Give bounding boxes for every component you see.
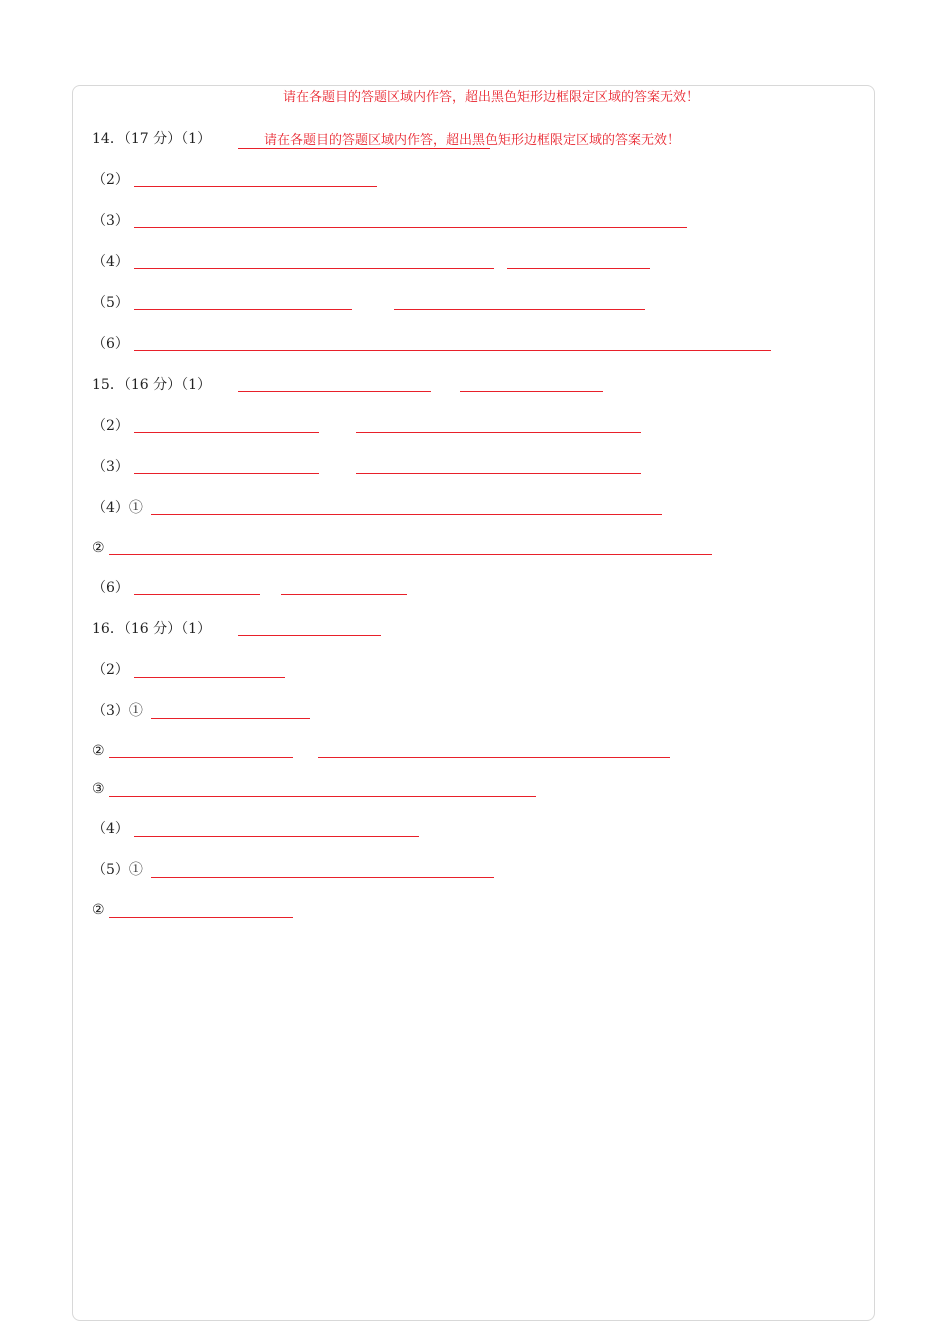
q14-part5-label: （5）: [92, 295, 129, 311]
q16-part3-2-label: ②: [92, 743, 105, 759]
q15-part4-2-label: ②: [92, 540, 105, 556]
q14-5b-answer-line[interactable]: [394, 309, 645, 310]
q16-1-answer-line[interactable]: [238, 635, 381, 636]
q15-2b-answer-line[interactable]: [356, 432, 641, 433]
q16-part4-label: （4）: [92, 821, 129, 837]
q14-part6-label: （6）: [92, 336, 129, 352]
q16-part3-label: （3）①: [92, 703, 143, 719]
q14-5a-answer-line[interactable]: [134, 309, 352, 310]
q15-4-1-answer-line[interactable]: [151, 514, 662, 515]
q16-3-1-answer-line[interactable]: [151, 718, 310, 719]
q16-part3-3-label: ③: [92, 781, 105, 797]
q16-heading: 16．（16 分）（1）: [92, 621, 211, 637]
q14-part3-label: （3）: [92, 213, 129, 229]
q15-heading: 15．（16 分）（1）: [92, 377, 211, 393]
q16-2-answer-line[interactable]: [134, 677, 285, 678]
q16-4-answer-line[interactable]: [134, 836, 419, 837]
q14-heading: 14．（17 分）（1）: [92, 131, 211, 147]
q14-6-answer-line[interactable]: [134, 350, 771, 351]
q14-inline-notice: 请在各题目的答题区域内作答，超出黑色矩形边框限定区域的答案无效！: [264, 133, 681, 148]
q15-part2-label: （2）: [92, 418, 129, 434]
q15-4-2-answer-line[interactable]: [109, 554, 712, 555]
answer-frame: [72, 85, 875, 1321]
q14-part2-label: （2）: [92, 172, 129, 188]
q15-part3-label: （3）: [92, 459, 129, 475]
q15-part4-label: （4）①: [92, 500, 143, 516]
q15-1a-answer-line[interactable]: [238, 391, 431, 392]
q16-3-3-answer-line[interactable]: [109, 796, 536, 797]
q15-1b-answer-line[interactable]: [460, 391, 603, 392]
q15-part6-label: （6）: [92, 580, 129, 596]
q15-3b-answer-line[interactable]: [356, 473, 641, 474]
q15-6b-answer-line[interactable]: [281, 594, 407, 595]
q16-3-2b-answer-line[interactable]: [318, 757, 670, 758]
top-notice: 请在各题目的答题区域内作答，超出黑色矩形边框限定区域的答案无效！: [283, 90, 700, 105]
q16-5-2-answer-line[interactable]: [109, 917, 293, 918]
q14-part4-label: （4）: [92, 254, 129, 270]
q14-3-answer-line[interactable]: [134, 227, 687, 228]
q16-5-1-answer-line[interactable]: [151, 877, 494, 878]
q16-part5-2-label: ②: [92, 902, 105, 918]
q15-3a-answer-line[interactable]: [134, 473, 319, 474]
q15-2a-answer-line[interactable]: [134, 432, 319, 433]
q16-part5-label: （5）①: [92, 862, 143, 878]
q14-2-answer-line[interactable]: [134, 186, 377, 187]
q16-part2-label: （2）: [92, 662, 129, 678]
q14-4a-answer-line[interactable]: [134, 268, 494, 269]
q16-3-2a-answer-line[interactable]: [109, 757, 293, 758]
q14-1-answer-line[interactable]: [238, 148, 490, 149]
q14-4b-answer-line[interactable]: [507, 268, 650, 269]
q15-6a-answer-line[interactable]: [134, 594, 260, 595]
